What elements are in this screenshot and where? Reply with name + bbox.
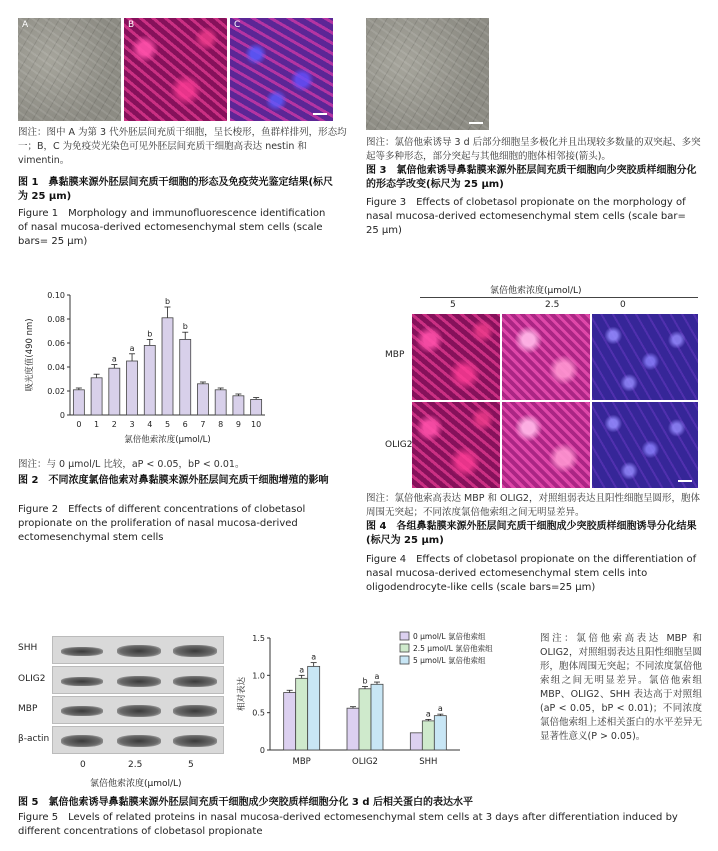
fig1-panel-b bbox=[124, 18, 227, 121]
bar bbox=[422, 721, 434, 750]
bar bbox=[91, 378, 102, 415]
band bbox=[173, 645, 217, 657]
fig4-olig2-5 bbox=[412, 402, 500, 488]
fig4-olig2-2_5 bbox=[502, 402, 590, 488]
blot-xlabel: 氯倍他索浓度(μmol/L) bbox=[90, 779, 182, 789]
blot-label-mbp: MBP bbox=[18, 704, 38, 714]
x-tick-label: OLIG2 bbox=[352, 757, 378, 767]
legend-label: 2.5 μmol/L 氯倍他索组 bbox=[413, 644, 493, 653]
y-tick-label: 0 bbox=[259, 746, 265, 755]
significance-label: a bbox=[311, 652, 317, 662]
fig5-note: 图注：氯倍他索高表达 MBP 和 OLIG2，对照组弱表达且阳性细胞呈圆形，胞体周围无突起；不同浓度氯倍他索组之间无明显差异。氯倍他索组 MBP、OLIG2、SHH 表达高于对照组(aP < 0.05，bP < 0.01)；不同浓度氯倍他索组上述相关蛋白的水平差异无显著性意义(P > 0.05)。 bbox=[540, 633, 702, 742]
fig4-caption-zh: 图 4 各组鼻黏膜来源外胚层间充质干细胞成少突胶质样细胞诱导分化结果(标尺为 25 μm) bbox=[366, 521, 697, 546]
bar bbox=[308, 666, 320, 750]
bar bbox=[144, 345, 155, 415]
blot-lane-mbp bbox=[52, 696, 224, 724]
fig5-caption-zh: 图 5 氯倍他索诱导鼻黏膜来源外胚层间充质干细胞成少突胶质样细胞分化 3 d 后相关蛋白的表达水平 bbox=[18, 797, 473, 808]
bar bbox=[434, 716, 446, 750]
fig4-col-2_5: 2.5 bbox=[545, 300, 560, 310]
fig4-row-mbp: MBP bbox=[385, 350, 405, 360]
fig4-col-0: 0 bbox=[620, 300, 626, 310]
fig4-mbp-5 bbox=[412, 314, 500, 400]
bar bbox=[371, 684, 383, 750]
x-tick-label: 0 bbox=[76, 420, 82, 429]
x-tick-label: 6 bbox=[182, 420, 188, 429]
y-tick-label: 0.5 bbox=[252, 708, 265, 718]
band bbox=[61, 647, 103, 656]
fig2-caption-en: Figure 2 Effects of different concentrations of clobetasol propionate on the proliferation of nasal mucosa-derived ectomesenchymal stem cells bbox=[18, 504, 306, 543]
bar bbox=[251, 399, 262, 415]
blot-lane-shh bbox=[52, 636, 224, 664]
bar bbox=[162, 318, 173, 415]
y-tick-label: 0.06 bbox=[47, 339, 65, 348]
fig4-mbp-2_5 bbox=[502, 314, 590, 400]
y-tick-label: 0.02 bbox=[47, 387, 65, 396]
blot-lane-2_5: 2.5 bbox=[128, 760, 143, 770]
fig5-chart bbox=[232, 628, 522, 788]
blot-lane-0: 0 bbox=[80, 760, 86, 770]
x-tick-label: 9 bbox=[235, 420, 241, 429]
bar bbox=[296, 678, 308, 750]
fig1-panel-a bbox=[18, 18, 121, 121]
scale-bar bbox=[678, 480, 692, 482]
fig2-chart bbox=[18, 285, 278, 450]
x-tick-label: 3 bbox=[129, 420, 135, 429]
band bbox=[117, 645, 161, 657]
x-tick-label: 7 bbox=[200, 420, 206, 429]
significance-label: b bbox=[362, 676, 368, 686]
significance-label: b bbox=[147, 329, 153, 339]
blot-lane-actin bbox=[52, 726, 224, 754]
fig2-note: 图注：与 0 μmol/L 比较，aP < 0.05，bP < 0.01。 bbox=[18, 459, 245, 470]
y-tick-label: 0 bbox=[59, 411, 65, 420]
bar bbox=[359, 689, 371, 750]
significance-label: b bbox=[182, 322, 188, 332]
significance-label: a bbox=[374, 672, 380, 682]
scale-bar bbox=[313, 113, 327, 115]
y-axis-label: 吸光度值(490 nm) bbox=[25, 318, 35, 392]
y-tick-label: 1.5 bbox=[252, 634, 265, 643]
x-tick-label: 4 bbox=[147, 420, 153, 429]
fig2-caption-zh: 图 2 不同浓度氯倍他索对鼻黏膜来源外胚层间充质干细胞增殖的影响 bbox=[18, 475, 329, 486]
fig1-panel-b-label: B bbox=[128, 20, 135, 30]
blot-label-olig2: OLIG2 bbox=[18, 674, 46, 684]
legend-swatch bbox=[400, 656, 409, 664]
significance-label: a bbox=[425, 709, 431, 719]
band bbox=[117, 735, 161, 747]
blot-label-actin: β-actin bbox=[18, 734, 50, 744]
bar bbox=[180, 339, 191, 415]
fig4-note: 图注：氯倍他索高表达 MBP 和 OLIG2，对照组弱表达且阳性细胞呈圆形，胞体周围无突起；不同浓度氯倍他索组之间无明显差异。 bbox=[366, 493, 700, 518]
fig4-olig2-0 bbox=[592, 402, 698, 488]
significance-label: b bbox=[164, 297, 171, 306]
y-tick-label: 1.0 bbox=[252, 671, 265, 681]
x-tick-label: 10 bbox=[251, 420, 262, 429]
bar bbox=[284, 693, 296, 750]
fig1-panel-a-label: A bbox=[22, 20, 29, 30]
fig4-mbp-0 bbox=[592, 314, 698, 400]
fig1-panel-c-label: C bbox=[234, 20, 241, 30]
band bbox=[173, 676, 217, 687]
band bbox=[61, 706, 103, 716]
legend-swatch bbox=[400, 632, 409, 640]
blot-lane-5: 5 bbox=[188, 760, 194, 770]
fig4-header: 氯倍他索浓度(μmol/L) bbox=[490, 286, 582, 296]
fig4-header-line bbox=[420, 297, 698, 298]
bar bbox=[109, 368, 120, 415]
significance-label: a bbox=[129, 343, 135, 353]
bar bbox=[197, 384, 208, 415]
blot-lane-olig2 bbox=[52, 666, 224, 694]
legend-label: 5 μmol/L 氯倍他索组 bbox=[413, 656, 486, 665]
fig3-caption-en: Figure 3 Effects of clobetasol propionate on the morphology of nasal mucosa-derived ectomesenchymal stem cells (scale bar= 25 μm) bbox=[366, 197, 686, 236]
bar bbox=[215, 390, 226, 415]
legend-label: 0 μmol/L 氯倍他索组 bbox=[413, 632, 486, 641]
band bbox=[61, 735, 103, 747]
y-axis-label: 相对表达 bbox=[237, 676, 247, 712]
y-tick-label: 0.08 bbox=[47, 315, 65, 324]
band bbox=[173, 705, 217, 717]
scale-bar bbox=[469, 122, 483, 124]
x-tick-label: 2 bbox=[111, 420, 117, 429]
fig1-caption-en: Figure 1 Morphology and immunofluorescence identification of nasal mucosa-derived ectomesenchymal stem cells (scale bars= 25 μm) bbox=[18, 208, 326, 247]
fig4-col-5: 5 bbox=[450, 300, 456, 310]
x-tick-label: SHH bbox=[419, 757, 438, 767]
y-tick-label: 0.10 bbox=[47, 291, 65, 300]
band bbox=[61, 677, 103, 686]
fig4-caption-en: Figure 4 Effects of clobetasol propionate on the differentiation of nasal mucosa-derived ectomesenchymal stem cells into oligodendrocyte-like cells (scale bars=25 μm) bbox=[366, 554, 697, 593]
significance-label: a bbox=[299, 665, 305, 675]
legend-swatch bbox=[400, 644, 409, 652]
bar bbox=[410, 733, 422, 750]
bar bbox=[73, 390, 84, 415]
fig3-caption-zh: 图 3 氯倍他索诱导鼻黏膜来源外胚层间充质干细胞向少突胶质样细胞分化的形态学改变(标尺为 25 μm) bbox=[366, 165, 697, 190]
bar bbox=[347, 708, 359, 750]
significance-label: a bbox=[111, 354, 117, 364]
blot-label-shh: SHH bbox=[18, 643, 38, 653]
x-axis-label: 氯倍他索浓度(μmol/L) bbox=[124, 435, 211, 445]
fig3-note: 图注：氯倍他索诱导 3 d 后部分细胞呈多极化并且出现较多数量的双突起、多突起等多种形态，部分突起与其他细胞的胞体相邻接(箭头)。 bbox=[366, 137, 701, 162]
band bbox=[117, 676, 161, 687]
fig1-caption-zh: 图 1 鼻黏膜来源外胚层间充质干细胞的形态及免疫荧光鉴定结果(标尺为 25 μm) bbox=[18, 177, 334, 202]
bar bbox=[127, 361, 138, 415]
x-tick-label: MBP bbox=[292, 757, 311, 767]
x-tick-label: 5 bbox=[164, 420, 171, 429]
fig5-caption-en: Figure 5 Levels of related proteins in nasal mucosa-derived ectomesenchymal stem cells at 3 days after differentiation induced by different concentrations of clobetasol propionate bbox=[18, 812, 678, 837]
x-tick-label: 8 bbox=[218, 420, 224, 429]
significance-label: a bbox=[437, 704, 443, 714]
fig1-note: 图注：图中 A 为第 3 代外胚层间充质干细胞，呈长梭形，鱼群样排列，形态均一；B，C 为免疫荧光染色可见外胚层间充质干细胞高表达 nestin 和 vimentin。 bbox=[18, 127, 347, 166]
y-tick-label: 0.04 bbox=[47, 363, 65, 372]
fig4-row-olig2: OLIG2 bbox=[385, 440, 413, 450]
bar bbox=[233, 396, 244, 415]
fig1-panel-c bbox=[230, 18, 333, 121]
x-tick-label: 1 bbox=[94, 420, 100, 429]
band bbox=[173, 735, 217, 747]
fig3-image bbox=[366, 18, 489, 130]
band bbox=[117, 705, 161, 717]
